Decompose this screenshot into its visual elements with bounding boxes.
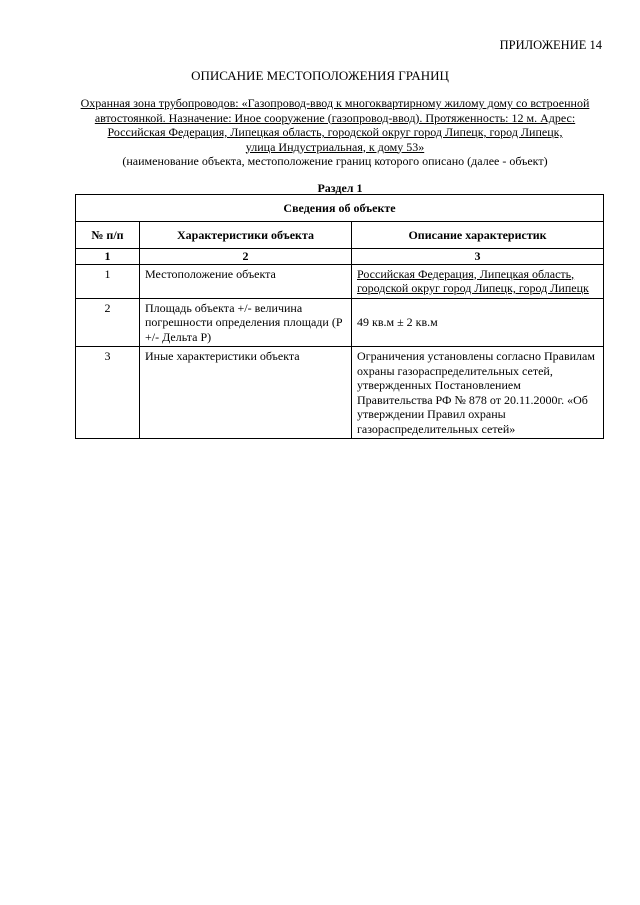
header-number: № п/п bbox=[76, 222, 140, 249]
row-characteristic: Иные характеристики объекта bbox=[140, 347, 352, 439]
table-column-numbers-row bbox=[76, 249, 604, 265]
row-description: Ограничения установлены согласно Правилам охраны газораспределительных сетей, утвержденных Постановлением Правительства РФ № 878 от 20.11.2000г. «Об утверждении Правил охраны газораспределительных сетей» bbox=[352, 347, 604, 439]
row-number: 1 bbox=[76, 264, 140, 298]
document-title: ОПИСАНИЕ МЕСТОПОЛОЖЕНИЯ ГРАНИЦ bbox=[191, 68, 449, 83]
row-description: Российская Федерация, Липецкая область, городской округ город Липецк, город Липецк bbox=[352, 264, 604, 298]
column-number-1: 1 bbox=[76, 249, 140, 265]
column-number-3: 3 bbox=[352, 249, 604, 265]
object-description bbox=[70, 96, 600, 169]
table-header-row bbox=[76, 222, 604, 249]
object-line-4: улица Индустриальная, к дому 53» bbox=[245, 139, 425, 154]
row-number: 3 bbox=[76, 347, 140, 439]
table-row bbox=[76, 298, 604, 347]
row-description: 49 кв.м ± 2 кв.м bbox=[352, 298, 604, 347]
object-caption: (наименование объекта, местоположение границ которого описано (далее - объект) bbox=[122, 154, 548, 168]
object-info-table bbox=[75, 194, 604, 439]
section-title: Раздел 1 bbox=[317, 181, 363, 195]
row-characteristic: Площадь объекта +/- величина погрешности определения площади (P +/- Дельта P) bbox=[140, 298, 352, 347]
object-line-2: автостоянкой. Назначение: Иное сооружение (газопровод-ввод). Протяженность: 12 м. Адрес: bbox=[94, 110, 576, 125]
table-row bbox=[76, 347, 604, 439]
object-line-3: Российская Федерация, Липецкая область, городской округ город Липецк, город Липецк, bbox=[107, 125, 563, 139]
table-row bbox=[76, 264, 604, 298]
table-caption: Сведения об объекте bbox=[76, 195, 604, 222]
appendix-label: ПРИЛОЖЕНИЕ 14 bbox=[499, 38, 602, 52]
header-description: Описание характеристик bbox=[352, 222, 604, 249]
object-line-1: Охранная зона трубопроводов: «Газопровод-ввод к многоквартирному жилому дому со встроенной bbox=[80, 96, 590, 110]
row-number: 2 bbox=[76, 298, 140, 347]
row-characteristic: Местоположение объекта bbox=[140, 264, 352, 298]
header-characteristic: Характеристики объекта bbox=[140, 222, 352, 249]
column-number-2: 2 bbox=[140, 249, 352, 265]
table-caption-row bbox=[76, 195, 604, 222]
